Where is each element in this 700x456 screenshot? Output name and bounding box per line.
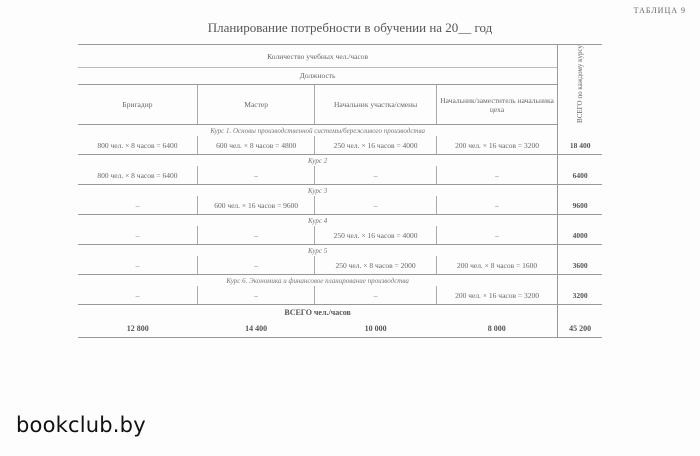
header-top-cell: Количество учебных чел./часов xyxy=(78,45,558,68)
course-title: Курс 2 xyxy=(308,156,328,165)
course-total: 3200 xyxy=(558,286,602,305)
header-row-position xyxy=(78,68,602,85)
header-row-top xyxy=(78,45,602,68)
table-row xyxy=(78,166,602,185)
course-title-row xyxy=(78,185,602,197)
course-title: Курс 5 xyxy=(308,246,328,255)
grand-total-cell: 10 000 xyxy=(315,319,436,338)
grand-total-cell: 14 400 xyxy=(197,319,315,338)
table-cell: 200 чел. × 16 часов = 3200 xyxy=(436,286,557,305)
table-cell: – xyxy=(197,226,315,245)
grand-total-cell: 12 800 xyxy=(78,319,197,338)
course-title-row xyxy=(78,155,602,167)
table-cell: 800 чел. × 8 часов = 6400 xyxy=(78,166,197,185)
table-row xyxy=(78,136,602,155)
table-cell: – xyxy=(197,166,315,185)
table-cell: 250 чел. × 8 часов = 2000 xyxy=(315,256,436,275)
table-cell: 600 чел. × 8 часов = 4800 xyxy=(197,136,315,155)
total-spacer xyxy=(558,275,602,287)
total-spacer xyxy=(558,125,602,137)
course-title-row xyxy=(78,245,602,257)
total-spacer xyxy=(558,245,602,257)
table-cell: – xyxy=(436,196,557,215)
table-cell: 250 чел. × 16 часов = 4000 xyxy=(315,136,436,155)
table-cell: – xyxy=(78,286,197,305)
course-title: Курс 6. Экономика и финансовое планирование производства xyxy=(226,276,409,285)
table-cell: 800 чел. × 8 часов = 6400 xyxy=(78,136,197,155)
grand-total-label: ВСЕГО чел./часов xyxy=(284,307,351,317)
table-cell: – xyxy=(315,286,436,305)
table-cell: – xyxy=(315,196,436,215)
table-cell: – xyxy=(78,196,197,215)
total-column-header xyxy=(558,45,602,125)
grand-total-row xyxy=(78,319,602,338)
column-header-master: Мастер xyxy=(197,84,315,125)
position-header-cell: Должность xyxy=(78,68,558,85)
total-spacer xyxy=(558,215,602,227)
course-total: 18 400 xyxy=(558,136,602,155)
course-title: Курс 4 xyxy=(308,216,328,225)
course-title-row xyxy=(78,125,602,137)
table-cell: – xyxy=(78,256,197,275)
header-row-columns xyxy=(78,84,602,125)
table-cell: – xyxy=(197,256,315,275)
table-cell: – xyxy=(78,226,197,245)
course-title-row xyxy=(78,275,602,287)
table-row xyxy=(78,226,602,245)
table-cell: – xyxy=(436,226,557,245)
course-title: Курс 3 xyxy=(308,186,328,195)
table-cell: 200 чел. × 16 часов = 3200 xyxy=(436,136,557,155)
course-total: 4000 xyxy=(558,226,602,245)
grand-total-sum: 45 200 xyxy=(558,319,602,338)
course-total: 9600 xyxy=(558,196,602,215)
grand-total-cell: 8 000 xyxy=(436,319,557,338)
course-total: 6400 xyxy=(558,166,602,185)
total-spacer xyxy=(558,155,602,167)
total-spacer xyxy=(558,185,602,197)
column-header-section-chief: Начальник участка/смены xyxy=(315,84,436,125)
column-header-brigadier: Бригадир xyxy=(78,84,197,125)
course-total: 3600 xyxy=(558,256,602,275)
table-number-label: ТАБЛИЦА 9 xyxy=(633,6,686,15)
total-column-label: ВСЕГО по каждому курсу xyxy=(576,45,585,123)
training-plan-table xyxy=(78,44,602,338)
table-row xyxy=(78,286,602,305)
table-title: Планирование потребности в обучении на 20__ год xyxy=(207,20,493,35)
table-cell: – xyxy=(315,166,436,185)
table-row xyxy=(78,256,602,275)
table-cell: 250 чел. × 16 часов = 4000 xyxy=(315,226,436,245)
table-row xyxy=(78,196,602,215)
course-title-row xyxy=(78,215,602,227)
table-cell: 600 чел. × 16 часов = 9600 xyxy=(197,196,315,215)
column-header-shop-chief: Начальник/заместитель начальника цеха xyxy=(436,84,557,125)
table-cell: 200 чел. × 8 часов = 1600 xyxy=(436,256,557,275)
total-spacer xyxy=(558,305,602,320)
table-cell: – xyxy=(197,286,315,305)
grand-total-header-row xyxy=(78,305,602,320)
site-watermark: bookclub.by xyxy=(16,413,146,437)
course-title: Курс 1. Основы производственной системы/бережливого производства xyxy=(210,126,425,135)
table-cell: – xyxy=(436,166,557,185)
